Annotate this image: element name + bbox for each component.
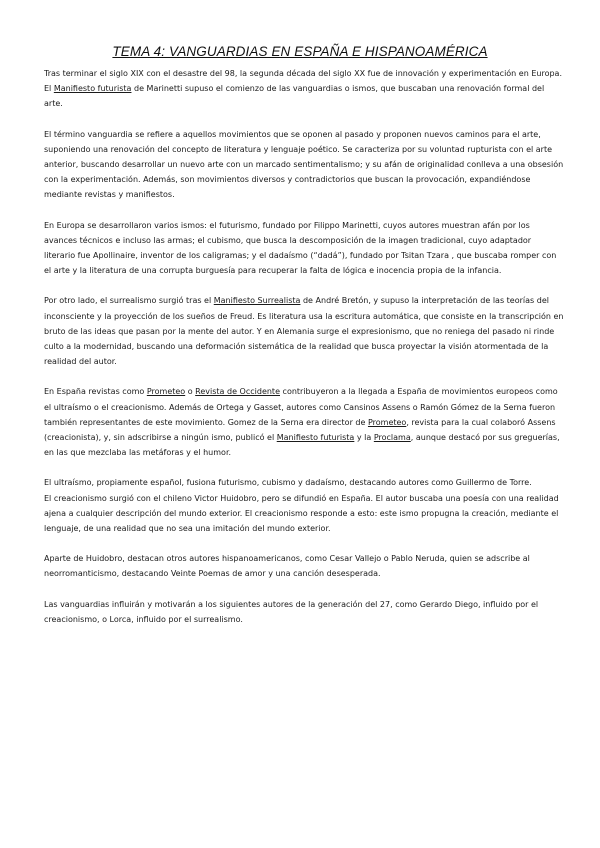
paragraph-generacion-27: Las vanguardias influirán y motivarán a los siguientes autores de la generación del 27, como Gerardo Diego, influido por el creacionismo, o Lorca, influido por el surrealismo. xyxy=(44,599,539,624)
paragraph-text: , aunque destacó por sus greguerías, en las que mezclaba las metáforas y el humor. xyxy=(44,433,560,458)
paragraph-text: Por otro lado, el surrealismo surgió tras el xyxy=(44,296,214,306)
document-body xyxy=(44,66,564,642)
link-prometeo: Prometeo xyxy=(367,417,407,427)
paragraph-espana xyxy=(44,384,564,460)
link-proclama: Proclama xyxy=(373,433,411,443)
paragraph-text: y la xyxy=(354,433,374,443)
link-manifiesto-futurista: Manifiesto futurista xyxy=(53,84,132,94)
paragraph-text: de Marinetti supuso el comienzo de las vanguardias o ismos, que buscaban una renovación formal del arte. xyxy=(44,84,545,109)
link-manifiesto-surrealista: Manifiesto Surrealista xyxy=(213,296,301,306)
paragraph-ultraismo: El ultraísmo, propiamente español, fusiona futurismo, cubismo y dadaísmo, destacando autores como Guillermo de Torre. xyxy=(44,478,532,488)
link-prometeo: Prometeo xyxy=(146,387,186,397)
paragraph-text: o xyxy=(185,387,196,397)
paragraph-hispanoamerica: Aparte de Huidobro, destacan otros autores hispanoamericanos, como Cesar Vallejo o Pablo Neruda, quien se adscribe al neorromanticismo, destacando Veinte Poemas de amor y una canción desesperada. xyxy=(44,554,530,579)
paragraph-text: contribuyeron a la llegada a España de movimientos europeos como el ultraísmo o el creacionismo. Además de Ortega y Gasset, autores como Cansinos Assens o Ramón Gómez de la Serna fueron también representantes de este movimiento. Gomez de la Serna era director de xyxy=(44,387,558,427)
paragraph-surrealismo xyxy=(44,293,564,369)
paragraph-text: Tras terminar el siglo XIX con el desastre del 98, la segunda década del siglo XX fue de innovación y experimentación en Europa. El xyxy=(44,69,562,94)
paragraph-intro xyxy=(44,66,564,112)
paragraph-text: , revista para la cual colaboró Assens (creacionista), y, sin adscribirse a ningún ismo, publicó el xyxy=(44,417,556,443)
link-revista-de-occidente: Revista de Occidente xyxy=(195,387,280,397)
page-title: TEMA 4: VANGUARDIAS EN ESPAÑA E HISPANOAMÉRICA xyxy=(112,44,488,59)
paragraph-text: En España revistas como xyxy=(44,387,147,397)
paragraph-creacionismo: El creacionismo surgió con el chileno Victor Huidobro, pero se difundió en España. El autor buscaba una poesía con una realidad ajena a cualquier descripción del mundo exterior. El creacionismo responde a esto: este ismo propugna la creación, mediante el lenguaje, de una realidad que no sea una imitación del mundo exterior. xyxy=(44,493,559,534)
link-manifiesto-futurista: Manifiesto futurista xyxy=(276,433,355,443)
paragraph-text: de André Bretón, y supuso la interpretación de las teorías del inconsciente y la proyección de los sueños de Freud. Es literatura usa la escritura automática, que consiste en la transcripción en bruto de las ideas que pasan por la mente del autor. Y en Alemania surge el expresionismo, que no reniega del pasado ni rinde culto a la modernidad, buscando una deformación sistemática de la realidad que busca proyectar la visión atormentada de la realidad del autor. xyxy=(44,296,564,367)
paragraph-europa: En Europa se desarrollaron varios ismos: el futurismo, fundado por Filippo Marinetti, cuyos autores muestran afán por los avances técnicos e incluso las armas; el cubismo, que busca la descomposición de la imagen tradicional, cuyo adaptador literario fue Apollinaire, inventor de los caligramas; y el dadaísmo (“dadá”), fundado por Tsitan Tzara , que buscaba romper con el arte y la literatura de una corrupta burguesía para recuperar la falta de lógica e inocencia propia de la infancia. xyxy=(44,220,557,276)
paragraph-definicion: El término vanguardia se refiere a aquellos movimientos que se oponen al pasado y proponen nuevos caminos para el arte, suponiendo una renovación del concepto de literatura y lenguaje poético. Se caracteriza por su voluntad rupturista con el arte anterior, buscando desarrollar un nuevo arte con un marcado sentimentalismo; y su afán de originalidad conlleva a una obsesión con la experimentación. Además, son movimientos diversos y contradictorios que buscan la provocación, expandiéndose mediante revistas y manifiestos. xyxy=(44,129,564,200)
